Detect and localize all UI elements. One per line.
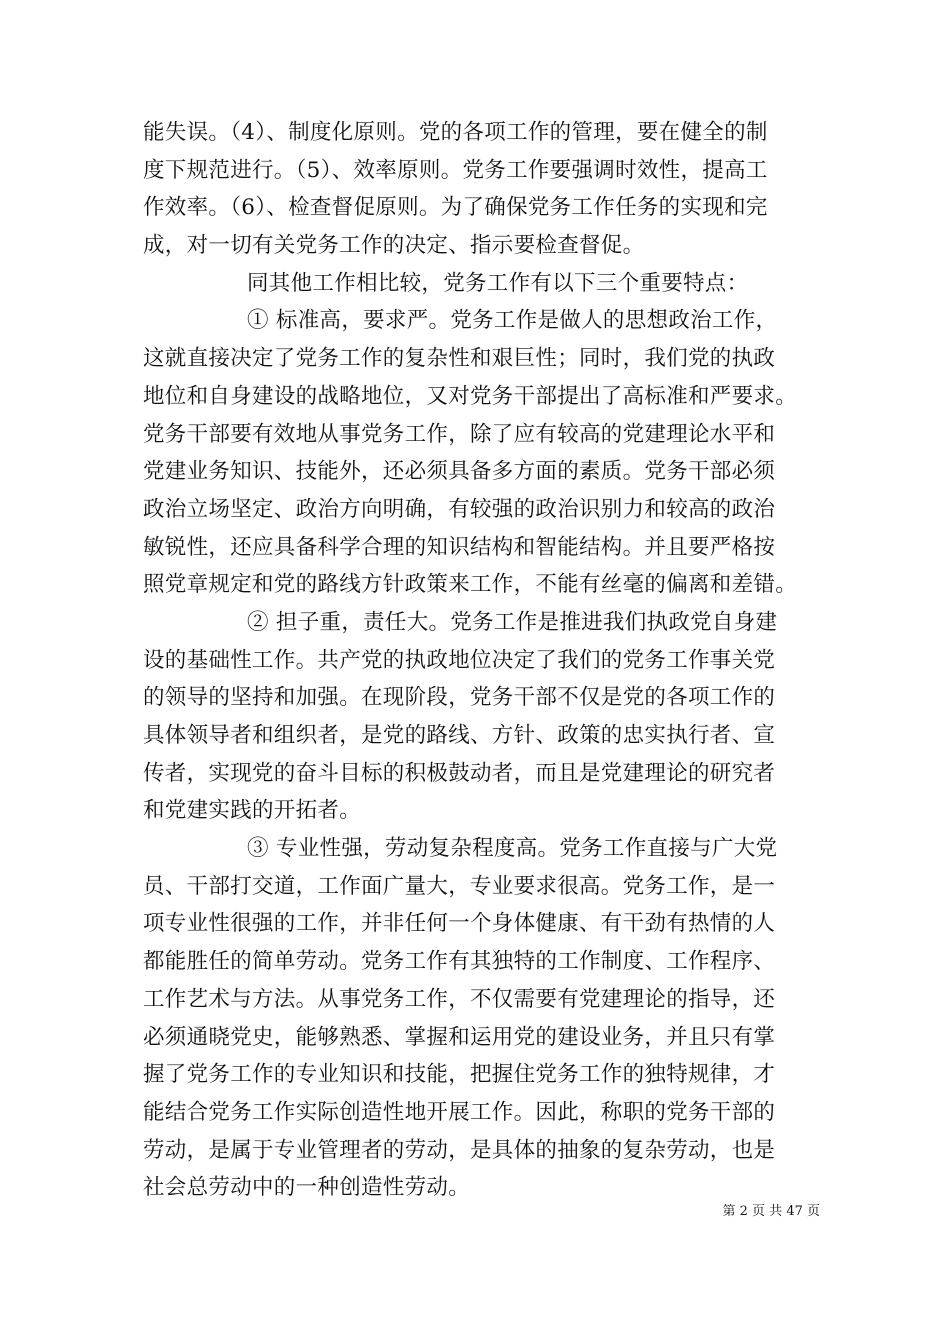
text-line: 度下规范进行。（5）、效率原则。党务工作要强调时效性，提高工: [143, 157, 768, 183]
page-number: 第 2 页 共 47 页: [722, 1204, 820, 1219]
text-line: 能结合党务工作实际创造性地开展工作。因此，称职的党务干部的: [143, 1099, 776, 1125]
text-line: 党建业务知识、技能外，还必须具备多方面的素质。党务干部必须: [143, 459, 776, 485]
text-line: 握了党务工作的专业知识和技能，把握住党务工作的独特规律，才: [143, 1062, 776, 1088]
text-line: 能失误。（4）、制度化原则。党的各项工作的管理，要在健全的制: [143, 120, 768, 145]
text-line: 项专业性很强的工作，并非任何一个身体健康、有干劲有热情的人: [143, 911, 776, 937]
text-line: 员、干部打交道，工作面广量大，专业要求很高。党务工作，是一: [143, 873, 776, 899]
text-line: 设的基础性工作。共产党的执政地位决定了我们的党务工作事关党: [143, 647, 776, 673]
text-line: 作效率。（6）、检查督促原则。为了确保党务工作任务的实现和完: [143, 195, 768, 221]
document-body: [143, 114, 823, 1207]
text-line: 地位和自身建设的战略地位，又对党务干部提出了高标准和严要求。: [143, 383, 798, 409]
text-line: 敏锐性，还应具备科学合理的知识结构和智能结构。并且要严格按: [143, 534, 776, 560]
text-line: 都能胜任的简单劳动。党务工作有其独特的工作制度、工作程序、: [143, 949, 776, 975]
text-line: 具体领导者和组织者，是党的路线、方针、政策的忠实执行者、宣: [143, 723, 776, 748]
text-line: 必须通晓党史，能够熟悉、掌握和运用党的建设业务，并且只有掌: [143, 1024, 776, 1050]
text-line: 和党建实践的开拓者。: [143, 798, 362, 824]
feature-one-heading: ① 标准高，要求严。党务工作是做人的思想政治工作，: [247, 308, 778, 334]
text-line: 的领导的坚持和加强。在现阶段，党务干部不仅是党的各项工作的: [143, 685, 776, 711]
text-line: 劳动，是属于专业管理者的劳动，是具体的抽象的复杂劳动，也是: [143, 1137, 776, 1163]
paragraph-intro: 同其他工作相比较，党务工作有以下三个重要特点：: [247, 270, 749, 296]
text-line: 照党章规定和党的路线方针政策来工作，不能有丝毫的偏离和差错。: [143, 572, 798, 598]
feature-two-heading: ② 担子重，责任大。党务工作是推进我们执政党自身建: [247, 609, 778, 635]
text-line: 工作艺术与方法。从事党务工作，不仅需要有党建理论的指导，还: [143, 986, 776, 1012]
text-line: 党务干部要有效地从事党务工作，除了应有较高的党建理论水平和: [143, 421, 776, 447]
text-line: 传者，实现党的奋斗目标的积极鼓动者，而且是党建理论的研究者: [143, 760, 776, 786]
text-line: 政治立场坚定、政治方向明确，有较强的政治识别力和较高的政治: [143, 496, 776, 522]
text-line: 这就直接决定了党务工作的复杂性和艰巨性；同时，我们党的执政: [143, 346, 776, 372]
text-line: 社会总劳动中的一种创造性劳动。: [143, 1175, 471, 1201]
feature-three-heading: ③ 专业性强，劳动复杂程度高。党务工作直接与广大党: [247, 836, 778, 862]
text-line: 成，对一切有关党务工作的决定、指示要检查督促。: [143, 233, 645, 259]
